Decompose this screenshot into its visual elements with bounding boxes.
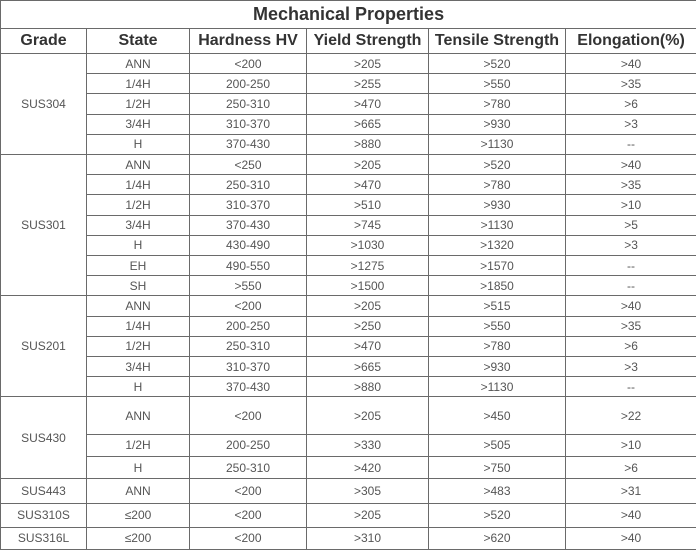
elongation-cell: >3 <box>566 235 696 255</box>
yield-strength-cell: >745 <box>307 215 429 235</box>
yield-strength-cell: >880 <box>307 377 429 397</box>
state-cell: H <box>87 134 190 154</box>
column-header-state: State <box>87 29 190 54</box>
yield-strength-cell: >205 <box>307 503 429 527</box>
state-cell: 3/4H <box>87 357 190 377</box>
grade-cell: SUS201 <box>1 296 87 397</box>
state-cell: H <box>87 377 190 397</box>
elongation-cell: >40 <box>566 155 696 175</box>
elongation-cell: >40 <box>566 503 696 527</box>
elongation-cell: >6 <box>566 336 696 356</box>
yield-strength-cell: >1500 <box>307 276 429 296</box>
hardness-cell: 430-490 <box>190 235 307 255</box>
yield-strength-cell: >255 <box>307 74 429 94</box>
tensile-strength-cell: >930 <box>429 357 566 377</box>
yield-strength-cell: >205 <box>307 54 429 74</box>
elongation-cell: >5 <box>566 215 696 235</box>
table-row <box>1 94 696 114</box>
column-header-tensile-strength: Tensile Strength <box>429 29 566 54</box>
elongation-cell: >3 <box>566 114 696 134</box>
state-cell: H <box>87 235 190 255</box>
hardness-cell: <200 <box>190 296 307 316</box>
grade-cell: SUS304 <box>1 54 87 155</box>
tensile-strength-cell: >780 <box>429 175 566 195</box>
table-row <box>1 155 696 175</box>
table-row <box>1 457 696 479</box>
elongation-cell: -- <box>566 377 696 397</box>
tensile-strength-cell: >1130 <box>429 134 566 154</box>
elongation-cell: >35 <box>566 316 696 336</box>
hardness-cell: 370-430 <box>190 215 307 235</box>
yield-strength-cell: >880 <box>307 134 429 154</box>
hardness-cell: 250-310 <box>190 175 307 195</box>
hardness-cell: <200 <box>190 54 307 74</box>
hardness-cell: 200-250 <box>190 316 307 336</box>
grade-cell: SUS443 <box>1 479 87 503</box>
tensile-strength-cell: >505 <box>429 434 566 456</box>
state-cell: ANN <box>87 479 190 503</box>
hardness-cell: 370-430 <box>190 377 307 397</box>
grade-cell: SUS301 <box>1 155 87 296</box>
hardness-cell: 490-550 <box>190 256 307 276</box>
elongation-cell: >40 <box>566 527 696 549</box>
table-row <box>1 175 696 195</box>
elongation-cell: >35 <box>566 175 696 195</box>
tensile-strength-cell: >520 <box>429 54 566 74</box>
elongation-cell: >31 <box>566 479 696 503</box>
tensile-strength-cell: >483 <box>429 479 566 503</box>
elongation-cell: >6 <box>566 457 696 479</box>
state-cell: H <box>87 457 190 479</box>
column-header-elongation: Elongation(%) <box>566 29 696 54</box>
hardness-cell: 370-430 <box>190 134 307 154</box>
yield-strength-cell: >310 <box>307 527 429 549</box>
state-cell: ≤200 <box>87 527 190 549</box>
table-row <box>1 195 696 215</box>
grade-cell: SUS310S <box>1 503 87 527</box>
table-row <box>1 256 696 276</box>
state-cell: 1/4H <box>87 175 190 195</box>
state-cell: 3/4H <box>87 215 190 235</box>
yield-strength-cell: >205 <box>307 155 429 175</box>
tensile-strength-cell: >780 <box>429 336 566 356</box>
tensile-strength-cell: >1570 <box>429 256 566 276</box>
table-title: Mechanical Properties <box>1 1 696 29</box>
table-body <box>1 54 696 550</box>
state-cell: EH <box>87 256 190 276</box>
hardness-cell: 250-310 <box>190 457 307 479</box>
yield-strength-cell: >1275 <box>307 256 429 276</box>
table-row <box>1 134 696 154</box>
tensile-strength-cell: >780 <box>429 94 566 114</box>
yield-strength-cell: >1030 <box>307 235 429 255</box>
state-cell: SH <box>87 276 190 296</box>
yield-strength-cell: >665 <box>307 357 429 377</box>
yield-strength-cell: >470 <box>307 94 429 114</box>
tensile-strength-cell: >515 <box>429 296 566 316</box>
hardness-cell: 310-370 <box>190 357 307 377</box>
tensile-strength-cell: >930 <box>429 195 566 215</box>
elongation-cell: >10 <box>566 434 696 456</box>
table-row <box>1 235 696 255</box>
tensile-strength-cell: >620 <box>429 527 566 549</box>
yield-strength-cell: >305 <box>307 479 429 503</box>
table-row <box>1 336 696 356</box>
elongation-cell: >35 <box>566 74 696 94</box>
hardness-cell: 310-370 <box>190 195 307 215</box>
column-header-yield-strength: Yield Strength <box>307 29 429 54</box>
yield-strength-cell: >330 <box>307 434 429 456</box>
elongation-cell: >10 <box>566 195 696 215</box>
yield-strength-cell: >470 <box>307 175 429 195</box>
tensile-strength-cell: >520 <box>429 503 566 527</box>
tensile-strength-cell: >1130 <box>429 215 566 235</box>
elongation-cell: >40 <box>566 296 696 316</box>
elongation-cell: -- <box>566 134 696 154</box>
yield-strength-cell: >470 <box>307 336 429 356</box>
table-row <box>1 377 696 397</box>
table-row <box>1 479 696 503</box>
table-row <box>1 74 696 94</box>
hardness-cell: 250-310 <box>190 336 307 356</box>
table-row <box>1 434 696 456</box>
hardness-cell: 250-310 <box>190 94 307 114</box>
state-cell: 1/4H <box>87 74 190 94</box>
state-cell: 1/2H <box>87 195 190 215</box>
tensile-strength-cell: >450 <box>429 397 566 434</box>
elongation-cell: -- <box>566 276 696 296</box>
hardness-cell: <200 <box>190 397 307 434</box>
elongation-cell: >3 <box>566 357 696 377</box>
state-cell: ANN <box>87 155 190 175</box>
tensile-strength-cell: >520 <box>429 155 566 175</box>
state-cell: 1/2H <box>87 94 190 114</box>
tensile-strength-cell: >1130 <box>429 377 566 397</box>
column-header-hardness: Hardness HV <box>190 29 307 54</box>
elongation-cell: >40 <box>566 54 696 74</box>
table-row <box>1 527 696 549</box>
state-cell: ≤200 <box>87 503 190 527</box>
tensile-strength-cell: >1850 <box>429 276 566 296</box>
state-cell: ANN <box>87 54 190 74</box>
hardness-cell: <200 <box>190 527 307 549</box>
hardness-cell: 200-250 <box>190 434 307 456</box>
elongation-cell: >22 <box>566 397 696 434</box>
state-cell: ANN <box>87 296 190 316</box>
state-cell: 1/2H <box>87 434 190 456</box>
state-cell: ANN <box>87 397 190 434</box>
grade-cell: SUS430 <box>1 397 87 479</box>
elongation-cell: >6 <box>566 94 696 114</box>
state-cell: 1/2H <box>87 336 190 356</box>
table-row <box>1 296 696 316</box>
yield-strength-cell: >205 <box>307 296 429 316</box>
hardness-cell: <200 <box>190 503 307 527</box>
table-row <box>1 357 696 377</box>
yield-strength-cell: >250 <box>307 316 429 336</box>
hardness-cell: >550 <box>190 276 307 296</box>
hardness-cell: 310-370 <box>190 114 307 134</box>
state-cell: 1/4H <box>87 316 190 336</box>
hardness-cell: <200 <box>190 479 307 503</box>
hardness-cell: <250 <box>190 155 307 175</box>
tensile-strength-cell: >1320 <box>429 235 566 255</box>
hardness-cell: 200-250 <box>190 74 307 94</box>
grade-cell: SUS316L <box>1 527 87 549</box>
table-row <box>1 316 696 336</box>
tensile-strength-cell: >550 <box>429 74 566 94</box>
table-row <box>1 397 696 434</box>
table-row <box>1 54 696 74</box>
yield-strength-cell: >420 <box>307 457 429 479</box>
yield-strength-cell: >205 <box>307 397 429 434</box>
tensile-strength-cell: >750 <box>429 457 566 479</box>
tensile-strength-cell: >550 <box>429 316 566 336</box>
table-row <box>1 215 696 235</box>
table-row <box>1 503 696 527</box>
column-header-grade: Grade <box>1 29 87 54</box>
table-row <box>1 276 696 296</box>
table-row <box>1 114 696 134</box>
state-cell: 3/4H <box>87 114 190 134</box>
tensile-strength-cell: >930 <box>429 114 566 134</box>
elongation-cell: -- <box>566 256 696 276</box>
yield-strength-cell: >665 <box>307 114 429 134</box>
yield-strength-cell: >510 <box>307 195 429 215</box>
